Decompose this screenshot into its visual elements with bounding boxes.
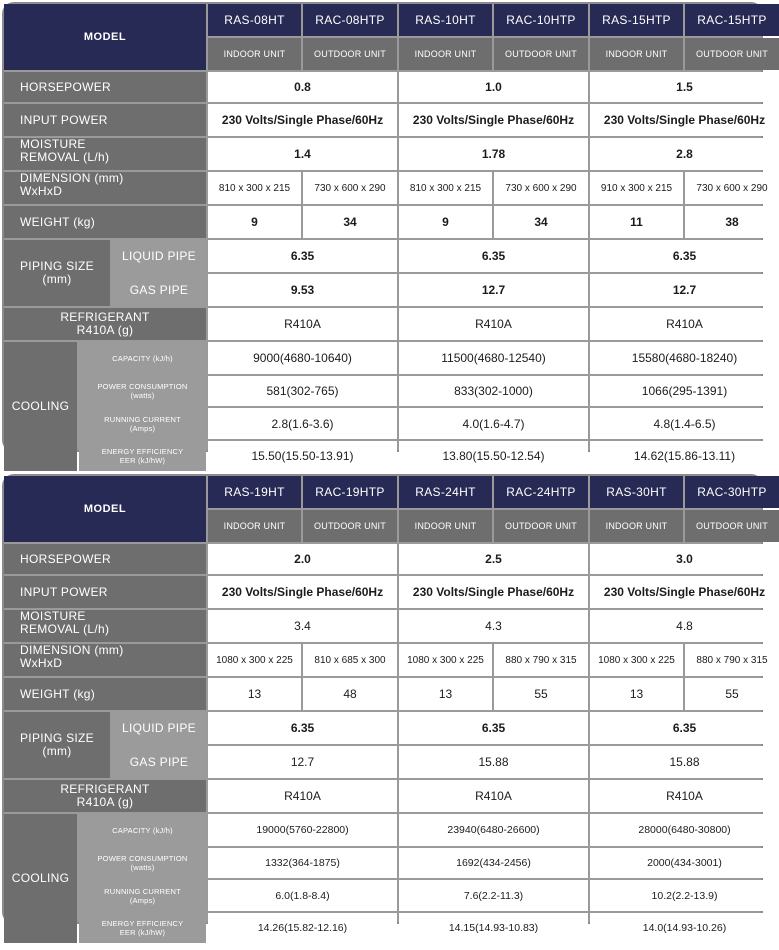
weight-outdoor-value: 38 — [685, 206, 779, 238]
dimension-indoor-value: 1080 x 300 x 225 — [399, 644, 492, 676]
gas-pipe-label: GAS PIPE — [112, 746, 206, 778]
refrigerant-value: R410A — [590, 780, 779, 812]
indoor-unit-label: INDOOR UNIT — [208, 38, 301, 70]
refrigerant-value: R410A — [208, 780, 397, 812]
running-current-label — [79, 408, 206, 439]
moisture-removal-value: 2.8 — [590, 138, 779, 170]
outdoor-model-name: RAC-24HTP — [494, 476, 588, 508]
spec-grid — [4, 476, 768, 937]
dimension-indoor-value: 910 x 300 x 215 — [590, 172, 683, 204]
weight-indoor-value: 13 — [399, 678, 492, 710]
label-line: DIMENSION (mm) — [20, 643, 124, 657]
weight-outdoor-value: 55 — [494, 678, 588, 710]
label-line: DIMENSION (mm) — [20, 171, 124, 185]
horsepower-value: 3.0 — [590, 544, 779, 574]
indoor-unit-label: INDOOR UNIT — [590, 38, 683, 70]
outdoor-unit-label: OUTDOOR UNIT — [494, 510, 588, 542]
piping-size-label — [4, 712, 110, 778]
dimension-indoor-value: 810 x 300 x 215 — [399, 172, 492, 204]
running-current-value: 4.8(1.4-6.5) — [590, 408, 779, 439]
input-power-label: INPUT POWER — [4, 576, 206, 608]
refrigerant-label — [4, 308, 206, 340]
indoor-model-name: RAS-30HT — [590, 476, 683, 508]
capacity-value: 19000(5760-22800) — [208, 814, 397, 846]
horsepower-value: 1.0 — [399, 72, 588, 102]
weight-label: WEIGHT (kg) — [4, 678, 206, 710]
moisture-removal-value: 1.4 — [208, 138, 397, 170]
label-line: ENERGY EFFICIENCY — [101, 447, 184, 456]
model-header: MODEL — [4, 476, 206, 542]
horsepower-value: 2.0 — [208, 544, 397, 574]
label-line: ENERGY EFFICIENCY — [101, 919, 184, 928]
label-line: (Amps) — [129, 895, 156, 905]
liquid-pipe-value: 6.35 — [208, 712, 397, 744]
indoor-model-name: RAS-19HT — [208, 476, 301, 508]
power-consumption-label — [79, 376, 206, 406]
label-line: EER (kJ/hW) — [119, 456, 166, 465]
indoor-unit-label: INDOOR UNIT — [399, 38, 492, 70]
outdoor-model-name: RAC-08HTP — [303, 4, 397, 36]
horsepower-value: 2.5 — [399, 544, 588, 574]
label-line: CAPACITY (kJ/h) — [112, 825, 173, 835]
outdoor-unit-label: OUTDOOR UNIT — [685, 510, 779, 542]
energy-efficiency-value: 14.15(14.93-10.83) — [399, 913, 588, 943]
horsepower-label: HORSEPOWER — [4, 72, 206, 102]
cooling-label: COOLING — [4, 342, 77, 471]
energy-efficiency-value: 14.26(15.82-12.16) — [208, 913, 397, 943]
capacity-value: 9000(4680-10640) — [208, 342, 397, 374]
weight-label: WEIGHT (kg) — [4, 206, 206, 238]
running-current-value: 6.0(1.8-8.4) — [208, 880, 397, 911]
horsepower-value: 0.8 — [208, 72, 397, 102]
gas-pipe-label: GAS PIPE — [112, 274, 206, 306]
gas-pipe-value: 15.88 — [399, 746, 588, 778]
liquid-pipe-value: 6.35 — [590, 240, 779, 272]
running-current-value: 2.8(1.6-3.6) — [208, 408, 397, 439]
label-line: PIPING SIZE — [20, 259, 94, 273]
weight-indoor-value: 9 — [399, 206, 492, 238]
weight-indoor-value: 9 — [208, 206, 301, 238]
indoor-unit-label: INDOOR UNIT — [590, 510, 683, 542]
label-line: PIPING SIZE — [20, 731, 94, 745]
power-consumption-value: 1692(434-2456) — [399, 848, 588, 878]
power-consumption-value: 1066(295-1391) — [590, 376, 779, 406]
label-line: RUNNING CURRENT — [104, 886, 181, 896]
outdoor-model-name: RAC-19HTP — [303, 476, 397, 508]
weight-outdoor-value: 48 — [303, 678, 397, 710]
weight-outdoor-value: 34 — [494, 206, 588, 238]
input-power-value: 230 Volts/Single Phase/60Hz — [399, 576, 588, 608]
dimension-outdoor-value: 730 x 600 x 290 — [685, 172, 779, 204]
model-header: MODEL — [4, 4, 206, 70]
energy-efficiency-value: 13.80(15.50-12.54) — [399, 441, 588, 471]
power-consumption-value: 833(302-1000) — [399, 376, 588, 406]
outdoor-model-name: RAC-15HTP — [685, 4, 779, 36]
label-line: CAPACITY (kJ/h) — [112, 353, 173, 363]
power-consumption-value: 581(302-765) — [208, 376, 397, 406]
label-line: (mm) — [42, 744, 72, 758]
label-line: (mm) — [42, 272, 72, 286]
liquid-pipe-value: 6.35 — [399, 240, 588, 272]
refrigerant-value: R410A — [208, 308, 397, 340]
dimension-indoor-value: 1080 x 300 x 225 — [590, 644, 683, 676]
indoor-unit-label: INDOOR UNIT — [399, 510, 492, 542]
cooling-label: COOLING — [4, 814, 77, 943]
energy-efficiency-label — [79, 913, 206, 943]
dimension-indoor-value: 810 x 300 x 215 — [208, 172, 301, 204]
input-power-value: 230 Volts/Single Phase/60Hz — [399, 104, 588, 136]
moisture-removal-label — [4, 138, 206, 170]
refrigerant-value: R410A — [399, 308, 588, 340]
energy-efficiency-value: 14.0(14.93-10.26) — [590, 913, 779, 943]
outdoor-model-name: RAC-30HTP — [685, 476, 779, 508]
input-power-label: INPUT POWER — [4, 104, 206, 136]
weight-outdoor-value: 34 — [303, 206, 397, 238]
running-current-value: 10.2(2.2-13.9) — [590, 880, 779, 911]
label-line: (watts) — [130, 391, 155, 400]
label-line: REMOVAL (L/h) — [20, 150, 110, 164]
moisture-removal-value: 4.8 — [590, 610, 779, 642]
refrigerant-label — [4, 780, 206, 812]
liquid-pipe-label: LIQUID PIPE — [112, 712, 206, 744]
label-line: REMOVAL (L/h) — [20, 622, 110, 636]
moisture-removal-value: 3.4 — [208, 610, 397, 642]
label-line: MOISTURE — [20, 609, 86, 623]
energy-efficiency-value: 15.50(15.50-13.91) — [208, 441, 397, 471]
label-line: WxHxD — [20, 656, 63, 670]
gas-pipe-value: 15.88 — [590, 746, 779, 778]
dimension-outdoor-value: 730 x 600 x 290 — [303, 172, 397, 204]
indoor-model-name: RAS-08HT — [208, 4, 301, 36]
gas-pipe-value: 12.7 — [399, 274, 588, 306]
power-consumption-label — [79, 848, 206, 878]
weight-outdoor-value: 55 — [685, 678, 779, 710]
label-line: MOISTURE — [20, 137, 86, 151]
capacity-value: 15580(4680-18240) — [590, 342, 779, 374]
input-power-value: 230 Volts/Single Phase/60Hz — [208, 576, 397, 608]
outdoor-unit-label: OUTDOOR UNIT — [303, 510, 397, 542]
indoor-unit-label: INDOOR UNIT — [208, 510, 301, 542]
horsepower-label: HORSEPOWER — [4, 544, 206, 574]
spec-grid — [4, 4, 768, 465]
energy-efficiency-label — [79, 441, 206, 471]
label-line: WxHxD — [20, 184, 63, 198]
liquid-pipe-value: 6.35 — [399, 712, 588, 744]
capacity-label — [79, 342, 206, 374]
indoor-model-name: RAS-10HT — [399, 4, 492, 36]
liquid-pipe-value: 6.35 — [208, 240, 397, 272]
running-current-value: 4.0(1.6-4.7) — [399, 408, 588, 439]
dimension-label — [4, 172, 206, 204]
indoor-model-name: RAS-24HT — [399, 476, 492, 508]
dimension-outdoor-value: 810 x 685 x 300 — [303, 644, 397, 676]
refrigerant-value: R410A — [590, 308, 779, 340]
running-current-value: 7.6(2.2-11.3) — [399, 880, 588, 911]
running-current-label — [79, 880, 206, 911]
gas-pipe-value: 12.7 — [208, 746, 397, 778]
spec-table-1 — [2, 2, 768, 465]
capacity-value: 28000(6480-30800) — [590, 814, 779, 846]
energy-efficiency-value: 14.62(15.86-13.11) — [590, 441, 779, 471]
moisture-removal-value: 1.78 — [399, 138, 588, 170]
liquid-pipe-label: LIQUID PIPE — [112, 240, 206, 272]
dimension-label — [4, 644, 206, 676]
gas-pipe-value: 12.7 — [590, 274, 779, 306]
input-power-value: 230 Volts/Single Phase/60Hz — [590, 576, 779, 608]
refrigerant-value: R410A — [399, 780, 588, 812]
label-line: RUNNING CURRENT — [104, 414, 181, 424]
outdoor-unit-label: OUTDOOR UNIT — [685, 38, 779, 70]
label-line: POWER CONSUMPTION — [97, 854, 188, 863]
outdoor-unit-label: OUTDOOR UNIT — [303, 38, 397, 70]
power-consumption-value: 1332(364-1875) — [208, 848, 397, 878]
weight-indoor-value: 11 — [590, 206, 683, 238]
input-power-value: 230 Volts/Single Phase/60Hz — [208, 104, 397, 136]
label-line: REFRIGERANT — [60, 782, 150, 796]
label-line: (Amps) — [129, 423, 156, 433]
spec-table-2 — [2, 474, 768, 937]
liquid-pipe-value: 6.35 — [590, 712, 779, 744]
capacity-label — [79, 814, 206, 846]
capacity-value: 11500(4680-12540) — [399, 342, 588, 374]
weight-indoor-value: 13 — [590, 678, 683, 710]
label-line: (watts) — [130, 863, 155, 872]
dimension-outdoor-value: 880 x 790 x 315 — [685, 644, 779, 676]
outdoor-unit-label: OUTDOOR UNIT — [494, 38, 588, 70]
label-line: R410A (g) — [76, 323, 134, 337]
moisture-removal-label — [4, 610, 206, 642]
label-line: R410A (g) — [76, 795, 134, 809]
moisture-removal-value: 4.3 — [399, 610, 588, 642]
capacity-value: 23940(6480-26600) — [399, 814, 588, 846]
label-line: POWER CONSUMPTION — [97, 382, 188, 391]
dimension-outdoor-value: 730 x 600 x 290 — [494, 172, 588, 204]
horsepower-value: 1.5 — [590, 72, 779, 102]
weight-indoor-value: 13 — [208, 678, 301, 710]
outdoor-model-name: RAC-10HTP — [494, 4, 588, 36]
indoor-model-name: RAS-15HTP — [590, 4, 683, 36]
dimension-indoor-value: 1080 x 300 x 225 — [208, 644, 301, 676]
gas-pipe-value: 9.53 — [208, 274, 397, 306]
piping-size-label — [4, 240, 110, 306]
input-power-value: 230 Volts/Single Phase/60Hz — [590, 104, 779, 136]
power-consumption-value: 2000(434-3001) — [590, 848, 779, 878]
label-line: EER (kJ/hW) — [119, 928, 166, 937]
label-line: REFRIGERANT — [60, 310, 150, 324]
dimension-outdoor-value: 880 x 790 x 315 — [494, 644, 588, 676]
